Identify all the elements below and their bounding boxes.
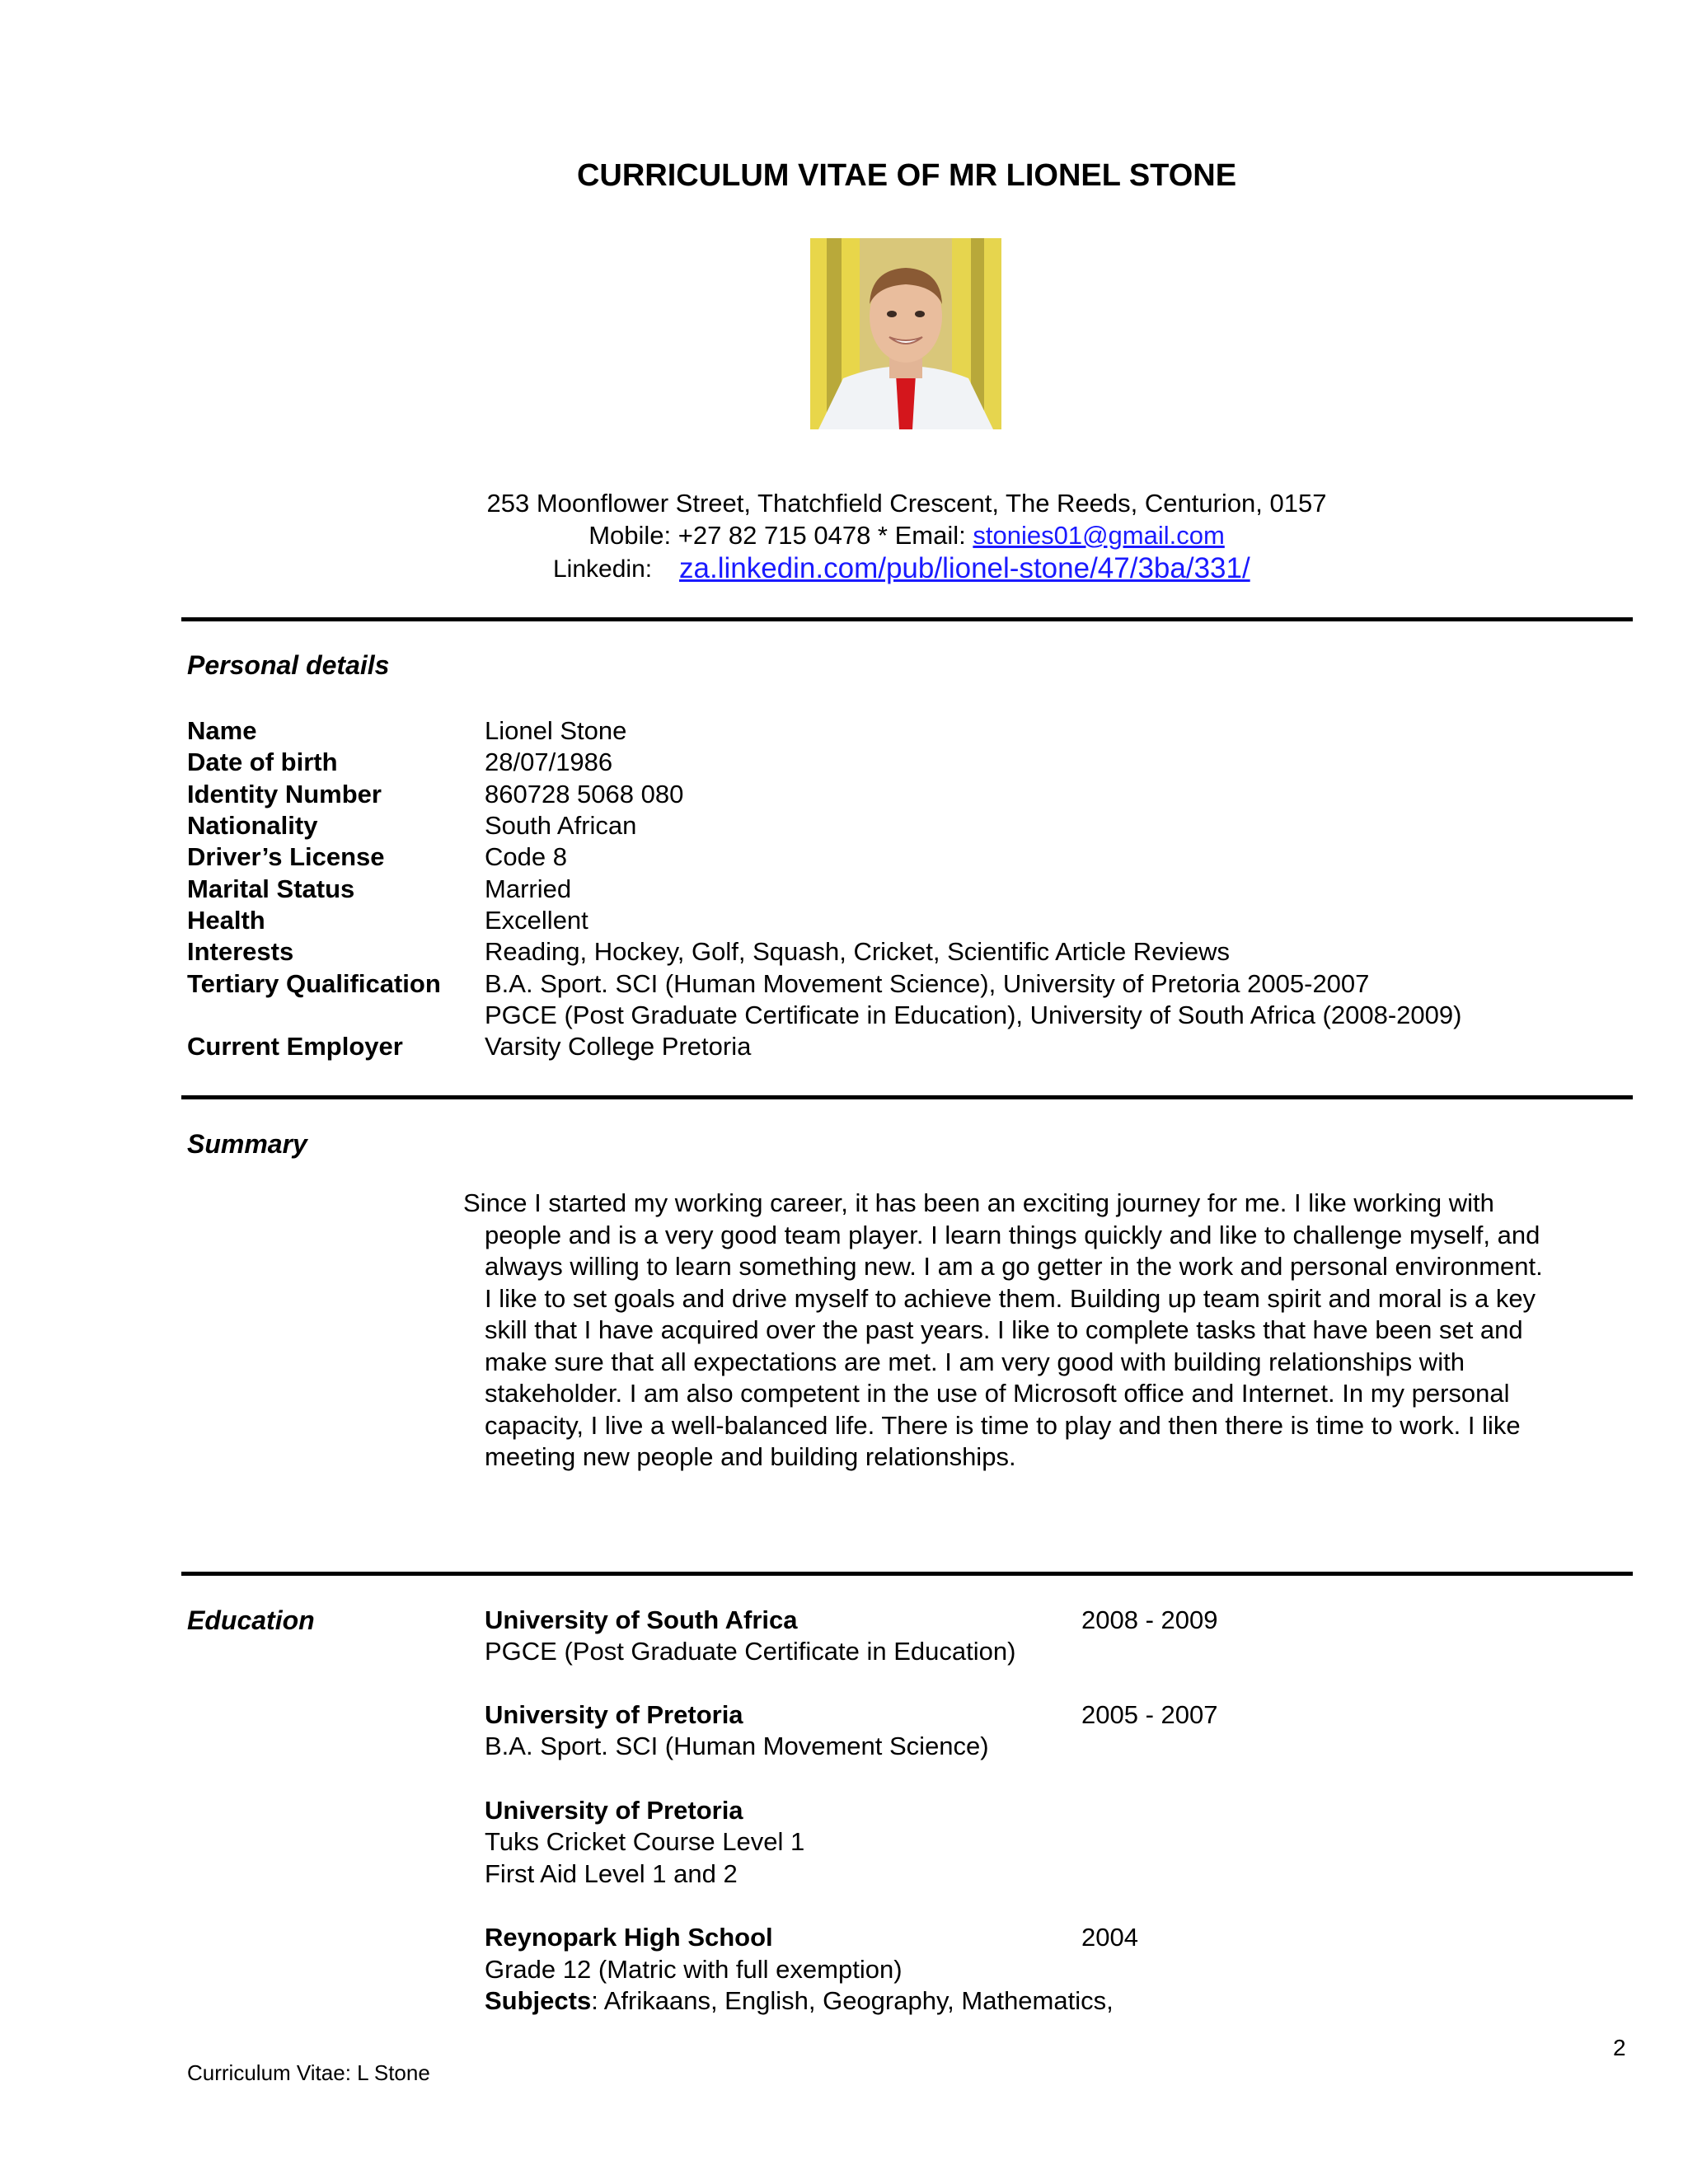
summary-line: people and is a very good team player. I learn things quickly and like to challenge myself, and xyxy=(485,1220,1540,1249)
education-years: 2008 - 2009 xyxy=(1081,1605,1218,1634)
education-institution: University of Pretoria xyxy=(485,1700,743,1729)
detail-label: Interests xyxy=(187,937,294,966)
page-number: 2 xyxy=(1613,2035,1626,2060)
education-years: 2004 xyxy=(1081,1923,1138,1952)
education-institution: University of Pretoria xyxy=(485,1796,743,1825)
summary-line: skill that I have acquired over the past years. I like to complete tasks that have been set and xyxy=(485,1315,1523,1344)
summary-line: meeting new people and building relationships. xyxy=(485,1442,1016,1471)
detail-value: Code 8 xyxy=(485,842,567,871)
address: 253 Moonflower Street, Thatchfield Crescent, The Reeds, Centurion, 0157 xyxy=(486,489,1327,518)
profile-photo-image xyxy=(810,238,1001,429)
detail-label: Health xyxy=(187,906,265,935)
education-years: 2005 - 2007 xyxy=(1081,1700,1218,1729)
education-heading: Education xyxy=(187,1605,315,1635)
subjects-value: : Afrikaans, English, Geography, Mathematics, xyxy=(591,1986,1114,2015)
summary-line: stakeholder. I am also competent in the use of Microsoft office and Internet. In my personal xyxy=(485,1379,1510,1408)
detail-label: Date of birth xyxy=(187,748,338,776)
detail-value: B.A. Sport. SCI (Human Movement Science), University of Pretoria 2005-2007 xyxy=(485,969,1370,998)
divider xyxy=(181,617,1633,621)
summary-line: always willing to learn something new. I am a go getter in the work and personal environment. xyxy=(485,1252,1543,1281)
mobile-text: Mobile: +27 82 715 0478 * Email: xyxy=(588,521,973,550)
detail-label: Marital Status xyxy=(187,874,355,903)
linkedin-link[interactable]: za.linkedin.com/pub/lionel-stone/47/3ba/331/ xyxy=(679,552,1250,584)
contact-line xyxy=(0,521,1688,551)
detail-label: Tertiary Qualification xyxy=(187,969,441,998)
detail-value: 28/07/1986 xyxy=(485,748,613,776)
detail-label: Current Employer xyxy=(187,1032,403,1061)
education-institution: Reynopark High School xyxy=(485,1923,773,1952)
footer-text: Curriculum Vitae: L Stone xyxy=(187,2060,430,2085)
summary-line: make sure that all expectations are met. I am very good with building relationships with xyxy=(485,1347,1465,1376)
detail-label: Identity Number xyxy=(187,780,382,808)
linkedin-label: Linkedin: xyxy=(553,555,653,583)
detail-value: PGCE (Post Graduate Certificate in Education), University of South Africa (2008-2009) xyxy=(485,1001,1462,1029)
summary-line: Since I started my working career, it has been an exciting journey for me. I like working with xyxy=(463,1188,1494,1217)
subjects-line xyxy=(485,1986,1114,2016)
detail-value: South African xyxy=(485,811,637,840)
subjects-label: Subjects xyxy=(485,1986,592,2015)
detail-label: Nationality xyxy=(187,811,318,840)
detail-value: Excellent xyxy=(485,906,588,935)
profile-photo xyxy=(810,238,1001,429)
page-title: CURRICULUM VITAE OF MR LIONEL STONE xyxy=(576,158,1237,193)
detail-value: Reading, Hockey, Golf, Squash, Cricket, Scientific Article Reviews xyxy=(485,937,1230,966)
education-detail: B.A. Sport. SCI (Human Movement Science) xyxy=(485,1732,989,1760)
divider xyxy=(181,1095,1633,1099)
education-detail: Tuks Cricket Course Level 1 xyxy=(485,1827,805,1856)
divider xyxy=(181,1572,1633,1576)
summary-paragraph xyxy=(463,1188,1626,1474)
education-institution: University of South Africa xyxy=(485,1605,798,1634)
education-detail: Grade 12 (Matric with full exemption) xyxy=(485,1955,903,1984)
education-detail: First Aid Level 1 and 2 xyxy=(485,1859,738,1888)
detail-value: Lionel Stone xyxy=(485,716,627,745)
detail-label: Name xyxy=(187,716,257,745)
summary-line: I like to set goals and drive myself to achieve them. Building up team spirit and moral is a key xyxy=(485,1283,1536,1313)
detail-value: Varsity College Pretoria xyxy=(485,1032,752,1061)
detail-value: 860728 5068 080 xyxy=(485,780,684,808)
detail-value: Married xyxy=(485,874,572,903)
summary-heading: Summary xyxy=(187,1129,307,1159)
summary-line: capacity, I live a well-balanced life. There is time to play and then there is time to work. I like xyxy=(485,1410,1521,1440)
personal-details-heading: Personal details xyxy=(187,650,390,680)
detail-label: Driver’s License xyxy=(187,842,385,871)
education-detail: PGCE (Post Graduate Certificate in Education) xyxy=(485,1637,1016,1666)
email-link[interactable]: stonies01@gmail.com xyxy=(973,521,1225,550)
